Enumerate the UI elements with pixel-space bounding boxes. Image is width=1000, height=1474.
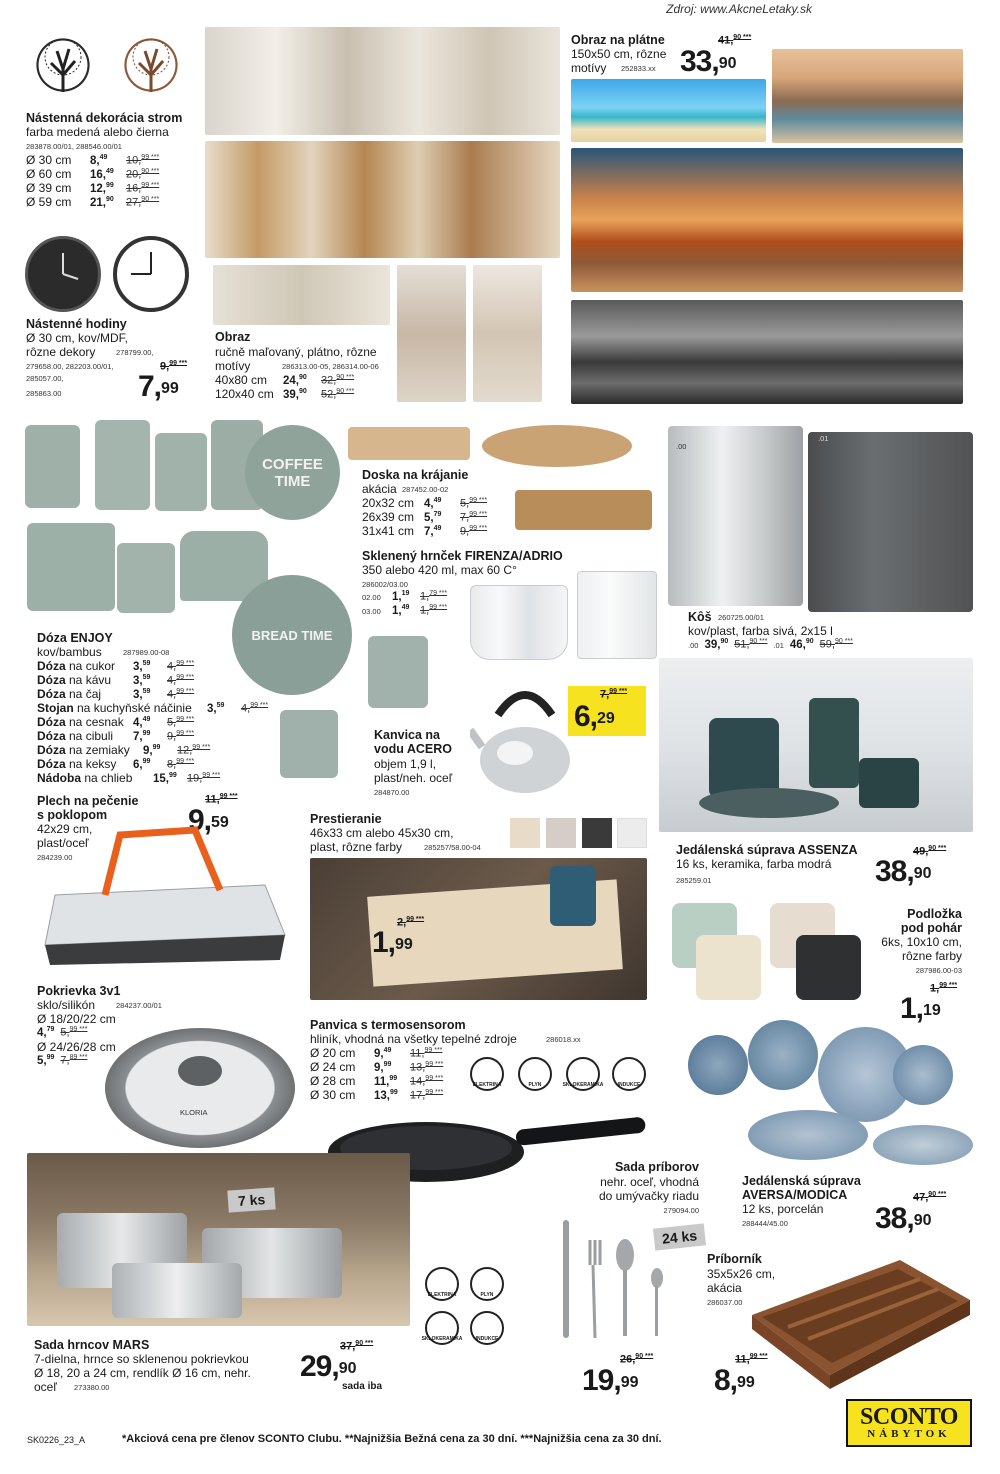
- doska-desc: akácia: [362, 482, 397, 496]
- gas-stove-icon: PLYN: [518, 1057, 552, 1091]
- hrncek-row: 02.00 1,19 1,$^{79 ***}$: [362, 590, 448, 603]
- plech-l2: plast/oceľ: [37, 836, 89, 850]
- strom-price-list: [26, 153, 159, 209]
- prestieranie-l1: 46x33 cm alebo 45x30 cm,: [310, 826, 454, 840]
- enjoy-canister-image: [117, 543, 175, 613]
- doza-row: Dóza na cibuli 7,99 9,$^{99 ***}$: [37, 729, 195, 743]
- platno-old-price: 41,$^{90 ***}$: [718, 34, 752, 47]
- doza-row: Dóza na cesnak 4,49 5,$^{99 ***}$: [37, 715, 195, 729]
- kos-price-row: .00 39,90 51,$^{90 ***}$ .01 46,90 59,$^{90 ***}$: [688, 638, 853, 651]
- priborov-l2: do umývačky riadu: [598, 1189, 699, 1203]
- obraz-code: 286313.00-05, 286314.00-06: [282, 362, 379, 371]
- glass-mug-clear-image: [577, 571, 657, 659]
- kos-desc: kov/plast, farba sivá, 2x15 l: [688, 624, 833, 638]
- doza-row: Dóza na keksy 6,99 8,$^{99 ***}$: [37, 757, 195, 771]
- priborov-title: Sada príborov: [614, 1160, 699, 1174]
- painting-flowers-image: [473, 265, 542, 402]
- pribornik-title: Príborník: [707, 1252, 762, 1266]
- enjoy-canister-image: [280, 710, 338, 778]
- pribornik-code: 286037.00: [707, 1298, 743, 1307]
- sconto-logo: SCONTO NÁBYTOK: [846, 1399, 972, 1447]
- panvica-row: Ø 20 cm 9,49 11,$^{99 ***}$: [310, 1046, 443, 1060]
- panvica-desc: hliník, vhodná na všetky tepelné zdroje: [310, 1032, 517, 1046]
- doska-row: 26x39 cm 5,79 7,$^{99 ***}$: [362, 510, 488, 524]
- painting-birch-image: [205, 27, 560, 135]
- glass-mug-ribbed-image: [470, 585, 568, 660]
- enjoy-bread-time-image: BREAD TIME: [232, 575, 352, 695]
- podlozka-l2: rôzne farby: [901, 949, 962, 963]
- painting-leaves-image: [205, 141, 560, 258]
- mars-l3: oceľ: [34, 1380, 57, 1394]
- clock-black-image: [25, 236, 101, 312]
- mars-badge: 7 ks: [227, 1187, 276, 1212]
- platno-price: 33,90: [680, 45, 737, 78]
- pokrievka-row-1: 4,79 5,$^{99 ***}$: [37, 1026, 88, 1039]
- podlozka-title-2: pod pohár: [900, 921, 962, 935]
- electric-stove-icon: ELEKTRINA: [470, 1057, 504, 1091]
- canvas-city-image: [571, 300, 963, 404]
- mars-code: 273380.00: [74, 1383, 110, 1392]
- podlozka-l1: 6ks, 10x10 cm,: [881, 935, 962, 949]
- priborov-code: 279094.00: [663, 1206, 699, 1215]
- cutting-board-large-image: [515, 490, 652, 530]
- aversa-old-price: 47,$^{90 ***}$: [913, 1191, 947, 1204]
- pribornik-price: 8,99: [714, 1364, 755, 1397]
- tree-decoration-black-image: [25, 27, 101, 103]
- placemat-swatch: [582, 818, 612, 848]
- doza-price-list: [37, 659, 268, 785]
- doza-code: 287989.00-08: [123, 648, 170, 657]
- assenza-title: Jedálenská súprava ASSENZA: [676, 843, 858, 857]
- strom-row: Ø 39 cm 12,99 16,$^{99 ***}$: [26, 181, 160, 195]
- hrncek-desc: 350 alebo 420 ml, max 60 C°: [362, 563, 517, 577]
- pribornik-l1: 35x5x26 cm,: [707, 1267, 776, 1281]
- tree-decoration-copper-image: [113, 27, 189, 103]
- canvas-beach-image: [571, 79, 766, 142]
- plech-code: 284239.00: [37, 853, 73, 862]
- kanvica-l2: plast/neh. oceľ: [374, 771, 453, 785]
- hodiny-old-price: 9,$^{99 ***}$: [160, 360, 188, 373]
- enjoy-canister-image: [368, 636, 428, 708]
- podlozka-title-1: Podložka: [907, 907, 962, 921]
- panvica-row: Ø 30 cm 13,99 17,$^{99 ***}$: [310, 1088, 444, 1102]
- electric-stove-icon: ELEKTRINA: [425, 1267, 459, 1301]
- enjoy-canister-image: [25, 425, 80, 508]
- universal-lid-image: KLORIA: [105, 1028, 295, 1148]
- pokrievka-r1: Ø 18/20/22 cm: [37, 1012, 116, 1026]
- doska-row: 31x41 cm 7,49 9,$^{99 ***}$: [362, 524, 488, 538]
- priborov-badge: 24 ks: [653, 1223, 706, 1250]
- hodiny-l2: rôzne dekory: [26, 345, 96, 359]
- plech-price: 9,59: [188, 804, 229, 837]
- pribornik-l2: akácia: [707, 1281, 742, 1295]
- strom-title: Nástenná dekorácia strom: [26, 111, 183, 125]
- aversa-title-2: AVERSA/MODICA: [742, 1188, 848, 1202]
- kanvica-title-1: Kanvica na: [374, 728, 441, 742]
- plech-title-2: s poklopom: [37, 808, 108, 822]
- mars-l2: Ø 18, 20 a 24 cm, rendlík Ø 16 cm, nehr.: [34, 1366, 251, 1380]
- prestieranie-title: Prestieranie: [310, 812, 382, 826]
- assenza-code: 285259.01: [676, 876, 712, 885]
- kettle-image: [470, 675, 580, 795]
- doska-price-list: [362, 496, 487, 538]
- placemat-image: [310, 858, 647, 1000]
- kanvica-old-price: 7,$^{99 ***}$: [600, 688, 628, 701]
- hrncek-code: 286002/03.00: [362, 580, 408, 589]
- canvas-rock-arch-image: [772, 49, 963, 143]
- strom-row: Ø 30 cm 8,49 10,$^{99 ***}$: [26, 153, 160, 167]
- assenza-dinnerware-image: [659, 658, 973, 832]
- obraz-title: Obraz: [215, 330, 251, 344]
- platno-code: 252833.xx: [621, 64, 656, 73]
- painting-hearts-image: [397, 265, 466, 402]
- placemat-swatch: [617, 818, 647, 848]
- aversa-l1: 12 ks, porcelán: [742, 1202, 824, 1216]
- pokrievka-code: 284237.00/01: [116, 1001, 162, 1010]
- hodiny-code1: 278799.00,: [116, 348, 154, 357]
- pokrievka-title: Pokrievka 3v1: [37, 984, 121, 998]
- doska-row: 20x32 cm 4,49 5,$^{99 ***}$: [362, 496, 488, 510]
- footer-code: SK0226_23_A: [27, 1435, 86, 1445]
- hodiny-title: Nástenné hodiny: [26, 317, 127, 331]
- priborov-price: 19,99: [582, 1364, 639, 1397]
- mars-l1: 7-dielna, hrnce so sklenenou pokrievkou: [34, 1352, 249, 1366]
- prestieranie-price: 1,99: [372, 926, 413, 959]
- platno-l2: motívy: [571, 61, 607, 75]
- podlozka-old-price: 1,$^{99 ***}$: [930, 982, 958, 995]
- mars-title: Sada hrncov MARS: [34, 1338, 150, 1352]
- panvica-title: Panvica s termosensorom: [310, 1018, 466, 1032]
- doza-row: Dóza na kávu 3,59 4,$^{99 ***}$: [37, 673, 195, 687]
- doza-title: Dóza ENJOY: [37, 631, 113, 645]
- cutting-board-round-image: [482, 425, 632, 467]
- enjoy-canister-image: [155, 433, 207, 511]
- panvica-code: 286018.xx: [546, 1035, 581, 1044]
- pokrievka-l1: sklo/silikón: [37, 998, 96, 1012]
- clock-white-image: [113, 236, 189, 312]
- waste-bin-steel-image: .00: [668, 426, 803, 606]
- doza-row: Dóza na čaj 3,59 4,$^{99 ***}$: [37, 687, 195, 701]
- platno-l1: 150x50 cm, rôzne: [571, 47, 667, 61]
- doza-row: Dóza na zemiaky 9,99 12,$^{99 ***}$: [37, 743, 211, 757]
- panvica-row: Ø 24 cm 9,99 13,$^{99 ***}$: [310, 1060, 444, 1074]
- waste-bin-grey-image: .01: [808, 432, 973, 612]
- prestieranie-code: 285257/58.00-04: [424, 843, 481, 852]
- cutlery-set-image: [555, 1220, 675, 1340]
- prestieranie-l2: plast, rôzne farby: [310, 840, 403, 854]
- pot-set-image: [27, 1153, 410, 1326]
- ceramic-stove-icon: SKLOKERAMIKA: [566, 1057, 600, 1091]
- placemat-swatch: [510, 818, 540, 848]
- hrncek-row: 03.00 1,49 1,$^{99 ***}$: [362, 604, 448, 617]
- cutlery-tray-image: [750, 1255, 972, 1390]
- plech-old-price: 11,$^{99 ***}$: [205, 793, 238, 806]
- kanvica-price-badge: [568, 686, 646, 736]
- pribornik-old-price: 11,$^{99 ***}$: [735, 1353, 768, 1366]
- hodiny-l1: Ø 30 cm, kov/MDF,: [26, 331, 129, 345]
- obraz-desc: ručně maľovaný, plátno, rôzne: [215, 345, 377, 359]
- pokrievka-row-2: 5,99 7,$^{89 ***}$: [37, 1054, 88, 1067]
- obraz-motivy: motívy: [215, 359, 251, 373]
- enjoy-box-image: [27, 523, 115, 611]
- kos-title: Kôš: [688, 610, 712, 624]
- hrncek-price-list: [362, 590, 447, 618]
- aversa-title-1: Jedálenská súprava: [742, 1174, 861, 1188]
- baking-tray-image: [35, 815, 290, 970]
- panvica-price-list: [310, 1046, 443, 1102]
- obraz-row-1: 40x80 cm 24,90 32,$^{90 ***}$: [215, 373, 355, 387]
- enjoy-canister-image: [95, 420, 150, 510]
- assenza-price: 38,90: [875, 855, 932, 888]
- placemat-swatch: [546, 818, 576, 848]
- plech-title-1: Plech na pečenie: [37, 794, 139, 808]
- aversa-price: 38,90: [875, 1202, 932, 1235]
- prestieranie-old-price: 2,$^{99 ***}$: [397, 916, 425, 929]
- coaster-cream-image: [696, 935, 761, 1000]
- kanvica-code: 284870.00: [374, 788, 410, 797]
- kanvica-price: 6,29: [574, 700, 615, 733]
- hodiny-code2: 279658.00, 282203.00/01,: [26, 362, 114, 371]
- obraz-row-2: 120x40 cm 39,90 52,$^{90 ***}$: [215, 387, 355, 401]
- hodiny-code3: 285057.00,: [26, 374, 64, 383]
- aversa-code: 288444/45.00: [742, 1219, 788, 1228]
- hodiny-price: 7,99: [138, 370, 179, 403]
- pokrievka-r2: Ø 24/26/28 cm: [37, 1040, 116, 1054]
- source-note: Zdroj: www.AkcneLetaky.sk: [666, 2, 812, 16]
- podlozka-price: 1,19: [900, 992, 941, 1025]
- kanvica-l1: objem 1,9 l,: [374, 757, 437, 771]
- strom-desc: farba medená alebo čierna: [26, 125, 169, 139]
- doza-row: Stojan na kuchyňské náčinie 3,59 4,$^{99 ***}$: [37, 701, 269, 715]
- doza-row: Nádoba na chlieb 15,99 19,$^{99 ***}$: [37, 771, 221, 785]
- hodiny-code4: 285863.00: [26, 389, 62, 398]
- cutting-board-image: [348, 427, 470, 460]
- panvica-row: Ø 28 cm 11,99 14,$^{99 ***}$: [310, 1074, 444, 1088]
- assenza-desc: 16 ks, keramika, farba modrá: [676, 857, 832, 871]
- enjoy-coffee-time-image: COFFEE TIME: [245, 425, 340, 520]
- canvas-car-image: [571, 148, 963, 292]
- mars-note: sada iba: [342, 1381, 383, 1392]
- doza-row: Dóza na cukor 3,59 4,$^{99 ***}$: [37, 659, 195, 673]
- strom-row: Ø 60 cm 16,49 20,$^{90 ***}$: [26, 167, 160, 181]
- coaster-black-image: [796, 935, 861, 1000]
- priborov-old-price: 26,$^{90 ***}$: [620, 1353, 654, 1366]
- kos-code: 260725.00/01: [718, 613, 764, 622]
- kanvica-title-2: vodu ACERO: [374, 742, 453, 756]
- mars-price: 29,90: [300, 1350, 357, 1383]
- priborov-l1: nehr. oceľ, vhodná: [600, 1175, 699, 1189]
- doza-desc: kov/bambus: [37, 645, 102, 659]
- hrncek-title: Sklenený hrnček FIRENZA/ADRIO: [362, 549, 563, 563]
- painting-butterflies-image: [213, 265, 390, 325]
- platno-title: Obraz na plátne: [571, 33, 665, 47]
- strom-code: 283878.00/01, 288546.00/01: [26, 142, 122, 151]
- aversa-dinnerware-image: [668, 1015, 973, 1165]
- doska-code: 287452.00-02: [402, 485, 449, 494]
- footer-note: *Akciová cena pre členov SCONTO Clubu. **Najnižšia Bežná cena za 30 dní. ***Najnižšia cena za 30 dní.: [122, 1433, 662, 1445]
- plech-l1: 42x29 cm,: [37, 822, 93, 836]
- ceramic-stove-icon: SKLOKERAMIKA: [425, 1311, 459, 1345]
- assenza-old-price: 49,$^{90 ***}$: [913, 845, 947, 858]
- induction-stove-icon: INDUKCE: [612, 1057, 646, 1091]
- doska-title: Doska na krájanie: [362, 468, 469, 482]
- induction-stove-icon: INDUKCE: [470, 1311, 504, 1345]
- mars-old-price: 37,$^{90 ***}$: [340, 1340, 374, 1353]
- gas-stove-icon: PLYN: [470, 1267, 504, 1301]
- strom-row: Ø 59 cm 21,90 27,$^{90 ***}$: [26, 195, 160, 209]
- podlozka-code: 287986.00-03: [915, 966, 962, 975]
